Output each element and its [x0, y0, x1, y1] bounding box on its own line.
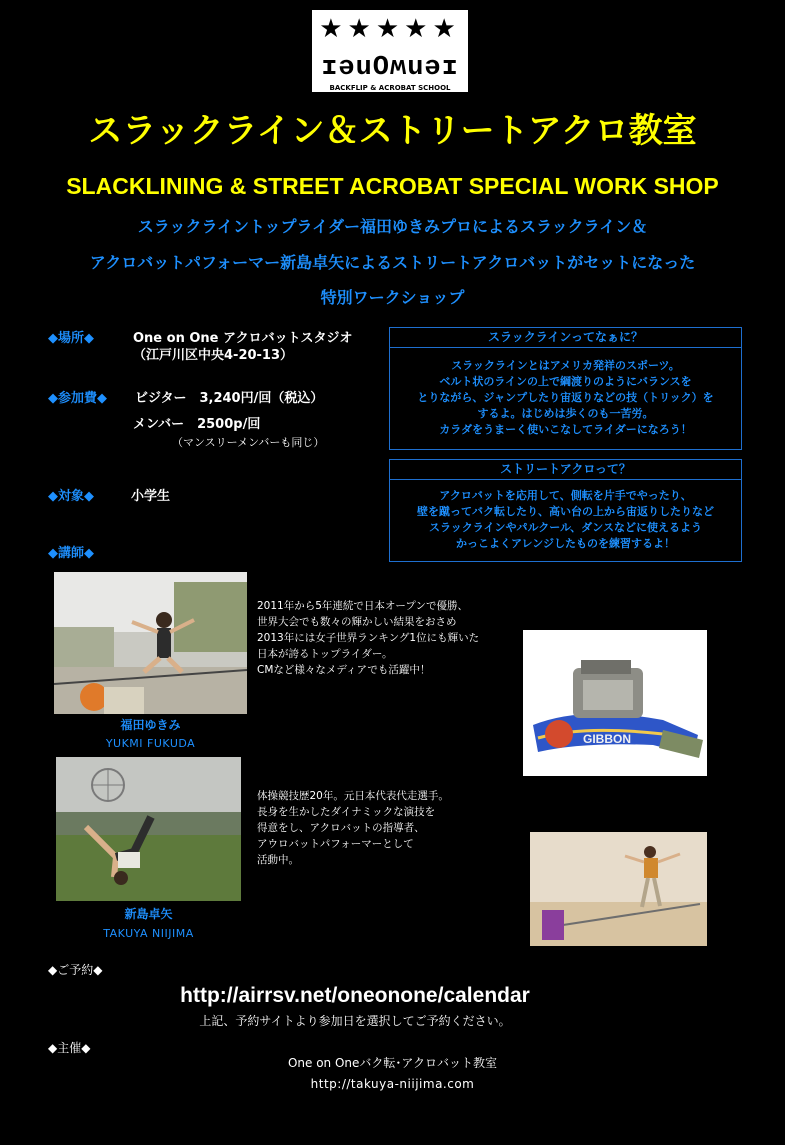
instructor2-name-jp: 新島卓矢 [124, 907, 173, 921]
instructor2-bio-line: 得意をし、アクロバットの指導者、 [257, 822, 425, 834]
page-title-en: SLACKLINING & STREET ACROBAT SPECIAL WORK SHOP [66, 173, 719, 199]
slackline-box-line: ベルト状のラインの上で綱渡りのようにバランスを [439, 375, 692, 388]
logo-wordmark: ɪǝuOʍuǝɪ [321, 53, 459, 83]
instructor1-bio [257, 598, 479, 678]
street-acro-box-line: かっこよくアレンジしたものを練習するよ！ [455, 537, 675, 550]
fee-visitor: ビジター 3,240円/回（税込） [135, 391, 324, 406]
intro-line-3: 特別ワークショップ [320, 288, 465, 307]
street-acro-box-line: アクロバットを応用して、側転を片手でやったり、 [439, 489, 692, 502]
instructor2-bio-line: 長身を生かしたダイナミックな演技を [257, 806, 436, 818]
logo-stars: ★★★★★ [319, 14, 461, 44]
slackline-product-photo [523, 630, 707, 776]
street-acro-info-box [389, 459, 742, 562]
instructor1-bio-line: 日本が誇るトップライダー。 [257, 648, 393, 660]
instructor1-bio-line: 2011年から5年連続で日本オープンで優勝、 [257, 600, 468, 612]
instructor-label: ◆講師◆ [48, 546, 94, 561]
place-line-1: One on One アクロバットスタジオ [133, 331, 353, 346]
reservation-note: 上記、予約サイトより参加日を選択してご予約ください。 [199, 1014, 511, 1028]
instructor1-name-en: YUKMI FUKUDA [105, 737, 196, 750]
intro-line-1: スラックライントップライダー福田ゆきみプロによるスラックライン＆ [137, 217, 648, 236]
fee-member: メンバー 2500p/回 [133, 417, 261, 432]
reservation-url[interactable]: http://airrsv.net/oneonone/calendar [180, 984, 530, 1007]
gibbon-logo-text: GIBBON [583, 732, 631, 746]
instructor1-bio-line: 世界大会でも数々の輝かしい結果をおさめ [257, 616, 457, 628]
page-title-jp: スラックライン＆ストリートアクロ教室 [88, 111, 697, 151]
slackline-box-line: するよ。はじめは歩くのも一苦労。 [477, 407, 654, 420]
organizer-url[interactable]: http://takuya-niijima.com [310, 1077, 475, 1091]
studio-slackline-photo [530, 832, 707, 946]
fee-note: （マンスリーメンバーも同じ） [172, 436, 325, 449]
slackline-info-box [389, 327, 742, 450]
street-acro-box-line: 壁を蹴ってバク転したり、高い台の上から宙返りしたりなど [417, 505, 714, 518]
yukimi-fukuda-photo [54, 572, 247, 714]
reservation-label: ◆ご予約◆ [48, 963, 103, 977]
target-value: 小学生 [131, 489, 171, 504]
intro-line-2: アクロバットパフォーマー新島卓矢によるストリートアクロバットがセットになった [89, 253, 696, 272]
fee-label: ◆参加費◆ [48, 391, 107, 406]
slackline-box-line: カラダをうまーく使いこなしてライダーになろう！ [439, 423, 692, 436]
target-label: ◆対象◆ [48, 489, 94, 504]
instructor1-bio-line: CMなど様々なメディアでも活躍中！ [257, 664, 431, 676]
school-logo [310, 8, 470, 94]
slackline-box-line: とりながら、ジャンプしたり宙返りなどの技（トリック）を [417, 391, 714, 404]
slackline-box-line: スラックラインとはアメリカ発祥のスポーツ。 [451, 359, 680, 372]
instructor2-bio-line: 体操競技歴20年。元日本代表代走選手。 [257, 790, 449, 802]
instructor2-bio-line: アウロバットパフォーマーとして [257, 838, 414, 850]
takuya-niijima-photo [56, 757, 241, 901]
logo-subtitle: BACKFLIP & ACROBAT SCHOOL [329, 84, 451, 92]
street-acro-box-line: スラックラインやパルクール、ダンスなどに使えるよう [429, 521, 702, 534]
organizer-label: ◆主催◆ [48, 1041, 91, 1055]
place-label: ◆場所◆ [48, 331, 94, 346]
street-acro-box-title: ストリートアクロって？ [390, 460, 741, 480]
instructor1-bio-line: 2013年には女子世界ランキング1位にも輝いた [257, 632, 480, 644]
instructor1-name-jp: 福田ゆきみ [120, 718, 181, 732]
instructor2-name-en: TAKUYA NIIJIMA [103, 927, 194, 940]
place-line-2: （江戸川区中央4-20-13） [133, 348, 294, 363]
street-acro-box-body [390, 488, 741, 552]
instructor2-bio [257, 788, 449, 868]
slackline-box-title: スラックラインってなぁに？ [390, 328, 741, 348]
instructor2-bio-line: 活動中。 [257, 854, 299, 866]
organizer-name: One on Oneバク転･アクロバット教室 [287, 1056, 498, 1070]
slackline-box-body [390, 358, 741, 438]
